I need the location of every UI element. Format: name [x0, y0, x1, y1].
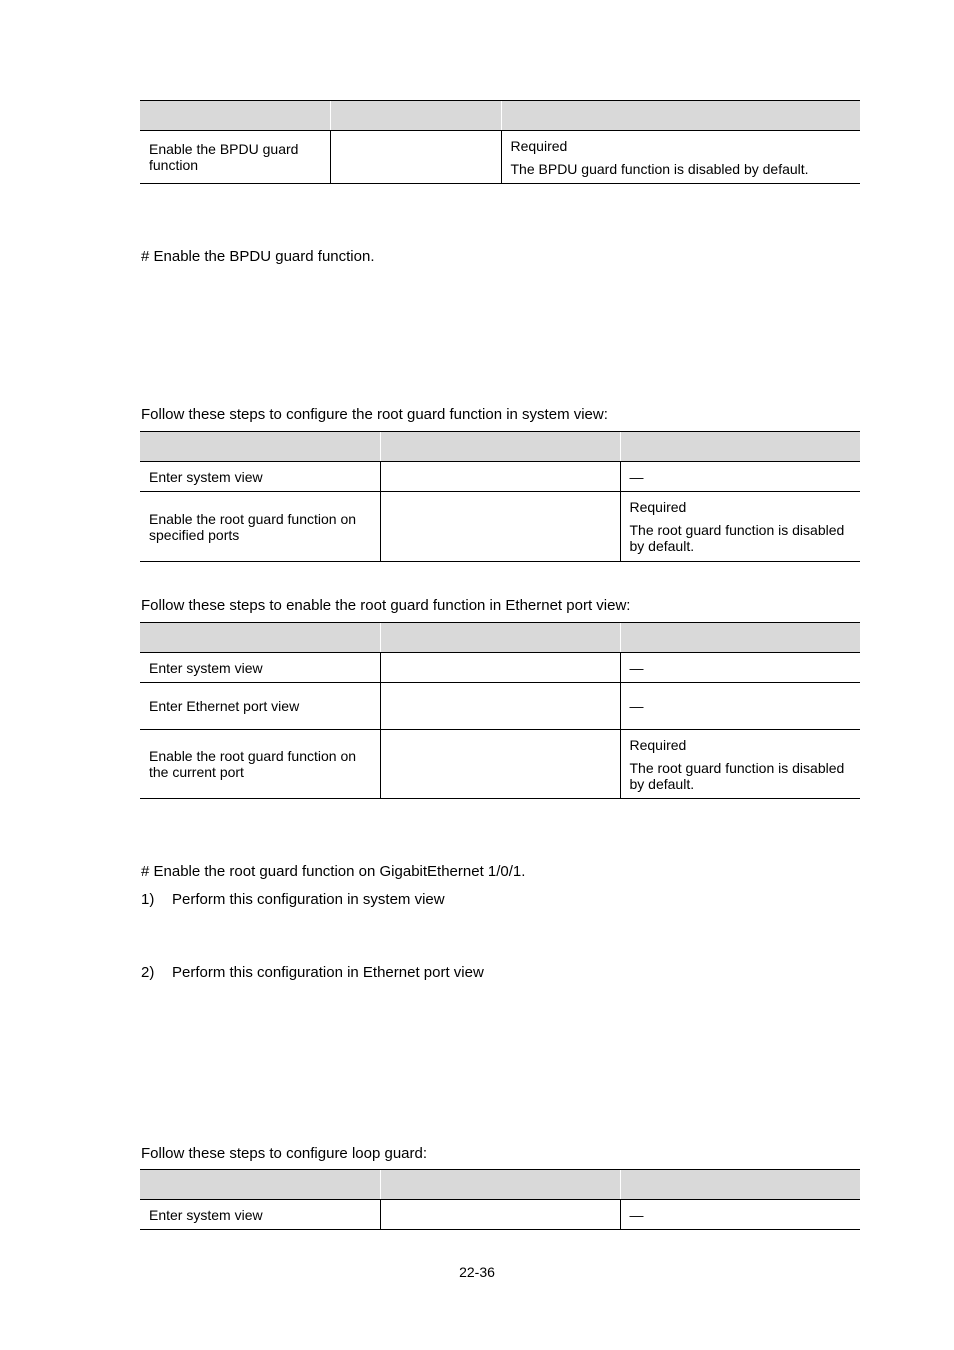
list-number: 1) [141, 891, 155, 908]
cell-command [380, 492, 620, 562]
header-cell-command [380, 623, 620, 653]
header-cell-command [330, 101, 501, 131]
table-row [140, 730, 860, 799]
table-header-row [140, 1170, 860, 1200]
header-cell-remarks [620, 432, 860, 462]
header-cell-operation [140, 623, 380, 653]
list-text: Perform this configuration in Ethernet port view [172, 964, 484, 981]
cell-remarks: — [620, 653, 860, 683]
cell-remarks: — [620, 1200, 860, 1230]
cell-remarks [620, 730, 860, 799]
remark-line: The root guard function is disabled by default. [629, 759, 845, 792]
cell-command [380, 1200, 620, 1230]
remark-line: The root guard function is disabled by default. [629, 522, 845, 554]
header-cell-operation [140, 1170, 380, 1200]
header-cell-command [380, 1170, 620, 1200]
table-header-row [140, 432, 860, 462]
header-cell-remarks [620, 623, 860, 653]
table-row [140, 492, 860, 562]
header-cell-remarks [501, 101, 860, 131]
list-text: Perform this configuration in system view [172, 891, 445, 908]
cell-command [380, 683, 620, 730]
table-row [140, 131, 860, 184]
table-header-row [140, 623, 860, 653]
loop-guard-intro: Follow these steps to configure loop guard: [141, 1145, 428, 1162]
cell-command [380, 462, 620, 492]
root-guard-system-table [140, 431, 860, 562]
table-row [140, 1200, 860, 1230]
cell-operation: Enter system view [140, 653, 380, 683]
cell-operation: Enter system view [140, 1200, 380, 1230]
table-header-row [140, 101, 860, 131]
bpdu-example-text: # Enable the BPDU guard function. [141, 248, 375, 265]
header-cell-operation [140, 432, 380, 462]
cell-operation: Enable the root guard function on the current port [140, 730, 380, 799]
list-number: 2) [141, 964, 155, 981]
remark-line: Required [510, 137, 568, 154]
loop-guard-table [140, 1169, 860, 1230]
cell-command [380, 653, 620, 683]
list-item-step-2 [141, 964, 484, 982]
table-row [140, 462, 860, 492]
root-system-intro: Follow these steps to configure the root guard function in system view: [141, 406, 608, 423]
table-row [140, 653, 860, 683]
cell-remarks [620, 492, 860, 562]
bpdu-guard-table [140, 100, 860, 184]
root-guard-port-table [140, 622, 860, 799]
cell-operation: Enter system view [140, 462, 380, 492]
list-item-step-1 [141, 891, 445, 909]
remark-line: Required [629, 499, 687, 515]
cell-remarks: — [620, 683, 860, 730]
root-port-intro: Follow these steps to enable the root guard function in Ethernet port view: [141, 597, 631, 614]
cell-operation: Enable the BPDU guard function [140, 131, 330, 184]
cell-remarks [501, 131, 860, 184]
header-cell-remarks [620, 1170, 860, 1200]
cell-operation: Enter Ethernet port view [140, 683, 380, 730]
remark-line: The BPDU guard function is disabled by default. [510, 160, 809, 177]
root-example-text: # Enable the root guard function on GigabitEthernet 1/0/1. [141, 863, 526, 880]
header-cell-command [380, 432, 620, 462]
remark-line: Required [629, 736, 687, 753]
cell-operation: Enable the root guard function on specified ports [140, 492, 380, 562]
cell-command [330, 131, 501, 184]
header-cell-operation [140, 101, 330, 131]
cell-command [380, 730, 620, 799]
cell-remarks: — [620, 462, 860, 492]
table-row [140, 683, 860, 730]
page-number: 22-36 [459, 1264, 495, 1280]
